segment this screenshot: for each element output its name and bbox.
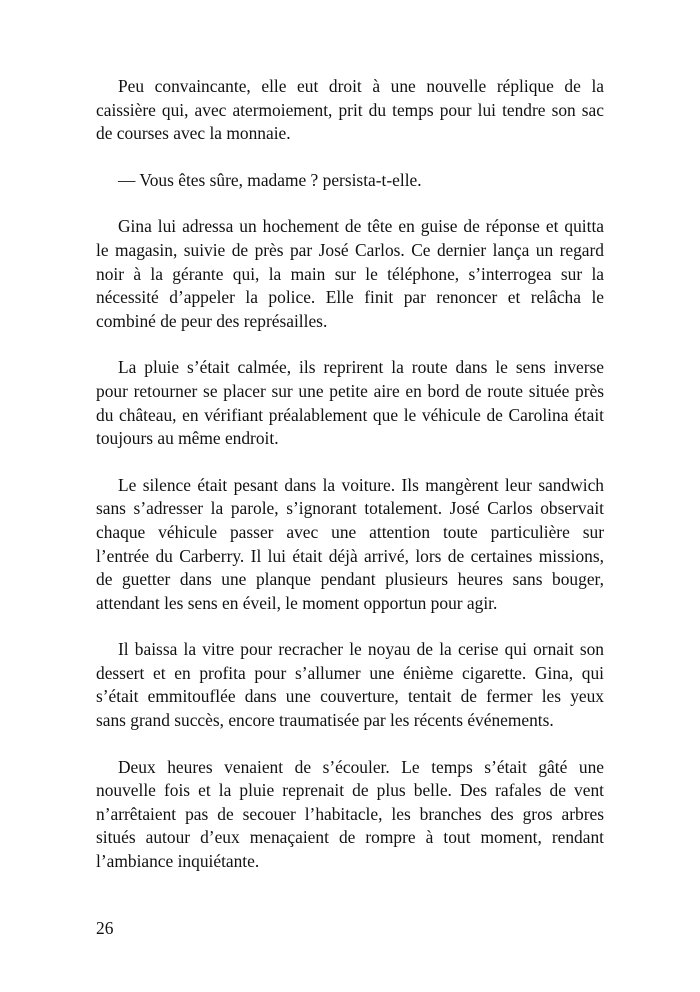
text-line: sans s’adresser la parole, s’ignorant totalement. José Carlos observait [96, 498, 604, 519]
text-line: — Vous êtes sûre, madame ? persista-t-elle. [118, 169, 422, 190]
paragraph [96, 215, 604, 333]
text-line: Deux heures venaient de s’écouler. Le temps s’était gâté une [118, 756, 604, 777]
text-line: dessert et en profita pour s’allumer une énième cigarette. Gina, qui [96, 662, 604, 683]
text-line: Il baissa la vitre pour recracher le noyau de la cerise qui ornait son [118, 639, 604, 660]
text-line: Peu convaincante, elle eut droit à une nouvelle réplique de la [118, 76, 604, 96]
text-line: de courses avec la monnaie. [96, 123, 291, 144]
paragraph [96, 474, 604, 616]
text-line: chaque véhicule passer avec une attention toute particulière sur [96, 521, 604, 542]
text-line: l’ambiance inquiétante. [96, 851, 260, 872]
page-number: 26 [96, 918, 114, 938]
page-body [96, 75, 604, 897]
text-line: noir à la gérante qui, la main sur le téléphone, s’interrogea sur la [96, 263, 604, 284]
text-line: situés autour d’eux menaçaient de rompre à tout moment, rendant [96, 827, 604, 848]
text-line: le magasin, suivie de près par José Carlos. Ce dernier lança un regard [96, 239, 604, 260]
paragraph [96, 169, 604, 193]
paragraph [96, 638, 604, 732]
text-line: attendant les sens en éveil, le moment opportun pour agir. [96, 592, 498, 613]
paragraph [96, 756, 604, 874]
paragraph [96, 75, 604, 146]
text-line: l’entrée du Carberry. Il lui était déjà arrivé, lors de certaines missions, [96, 545, 604, 566]
paragraph [96, 356, 604, 450]
text-line: du château, en vérifiant préalablement que le véhicule de Carolina était [96, 404, 604, 425]
text-line: nouvelle fois et la pluie reprenait de plus belle. Des rafales de vent [96, 780, 604, 801]
text-line: pour retourner se placer sur une petite aire en bord de route située près [96, 380, 604, 401]
text-line: combiné de peur des représailles. [96, 310, 328, 331]
text-line: Le silence était pesant dans la voiture. Ils mangèrent leur sandwich [118, 474, 604, 495]
text-line: de guetter dans une planque pendant plusieurs heures sans bouger, [96, 569, 604, 590]
text-line: nécessité d’appeler la police. Elle finit par renoncer et relâcha le [96, 287, 604, 308]
text-line: s’était emmitouflée dans une couverture, tentait de fermer les yeux [96, 686, 604, 707]
text-line: La pluie s’était calmée, ils reprirent la route dans le sens inverse [118, 357, 604, 378]
text-line: toujours au même endroit. [96, 428, 279, 449]
text-line: n’arrêtaient pas de secouer l’habitacle, les branches des gros arbres [96, 803, 604, 824]
text-line: sans grand succès, encore traumatisée par les récents événements. [96, 710, 554, 731]
text-line: caissière qui, avec atermoiement, prit du temps pour lui tendre son sac [96, 99, 604, 120]
text-line: Gina lui adressa un hochement de tête en guise de réponse et quitta [118, 216, 604, 237]
